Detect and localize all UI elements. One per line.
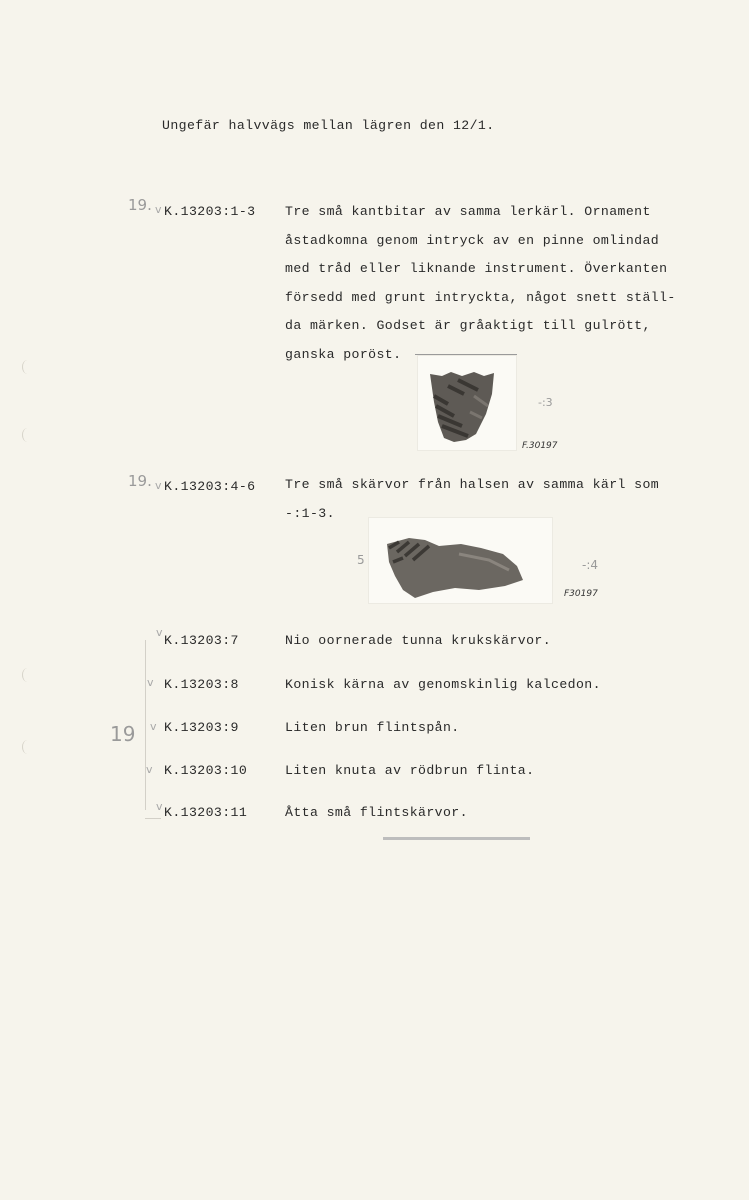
page-header: Ungefär halvvägs mellan lägren den 12/1. [162,118,495,133]
check-mark: v [150,720,157,733]
description-line: -:1-3. [285,505,335,521]
catalog-number: K.13203:1-3 [164,204,256,219]
catalog-number: K.13203:10 [164,763,248,778]
margin-note: 19. [128,472,152,490]
pencil-bracket [145,818,161,819]
description-line: da märken. Godset är gråaktigt till gulrött, [285,318,651,333]
entry-description: Liten brun flintspån. [285,720,460,735]
description-line: Tre små skärvor från halsen av samma kärl som [285,477,660,492]
check-mark: v [146,763,153,776]
description-line: med tråd eller liknande instrument. Överkanten [285,261,668,276]
photo-mark: 5 [357,553,365,567]
description-line: åstadkomna genom intryck av en pinne omlindad [285,232,660,248]
binder-hole-mark [22,360,33,374]
binder-hole-mark [22,428,33,442]
check-mark: v [156,626,163,639]
entry-description: Liten knuta av rödbrun flinta. [285,763,535,778]
entry-description: Konisk kärna av genomskinlig kalcedon. [285,677,601,692]
photo-note: -:3 [538,396,553,409]
sherd-photo-1 [418,356,516,450]
description-line: Tre små kantbitar av samma lerkärl. Ornament [285,204,651,219]
description-line: ganska poröst. [285,346,402,362]
pottery-sherd-image [369,518,552,603]
end-separator [383,837,530,840]
catalog-number: K.13203:4-6 [164,479,256,494]
photo-edge-line [415,354,517,355]
binder-hole-mark [22,740,33,754]
photo-note: -:4 [582,558,599,572]
entry-description [285,198,705,369]
margin-note: 19 [110,722,136,746]
entry-description: Nio oornerade tunna krukskärvor. [285,633,552,648]
catalog-number: K.13203:9 [164,720,239,735]
margin-note: 19. [128,196,152,214]
description-line: försedd med grunt intryckta, något snett ställ- [285,289,676,305]
photo-number: F.30197 [522,441,558,451]
catalog-number: K.13203:11 [164,805,248,820]
check-mark: v [147,676,154,689]
check-mark: v [155,203,162,216]
pottery-sherd-image [418,356,516,450]
entry-description: Åtta små flintskärvor. [285,805,468,820]
check-mark: v [155,479,162,492]
photo-number: F30197 [564,589,598,599]
catalog-number: K.13203:8 [164,677,239,692]
sherd-photo-2 [369,518,552,603]
check-mark: v [156,800,163,813]
binder-hole-mark [22,668,33,682]
pencil-bracket [145,640,146,810]
catalog-number: K.13203:7 [164,633,239,648]
